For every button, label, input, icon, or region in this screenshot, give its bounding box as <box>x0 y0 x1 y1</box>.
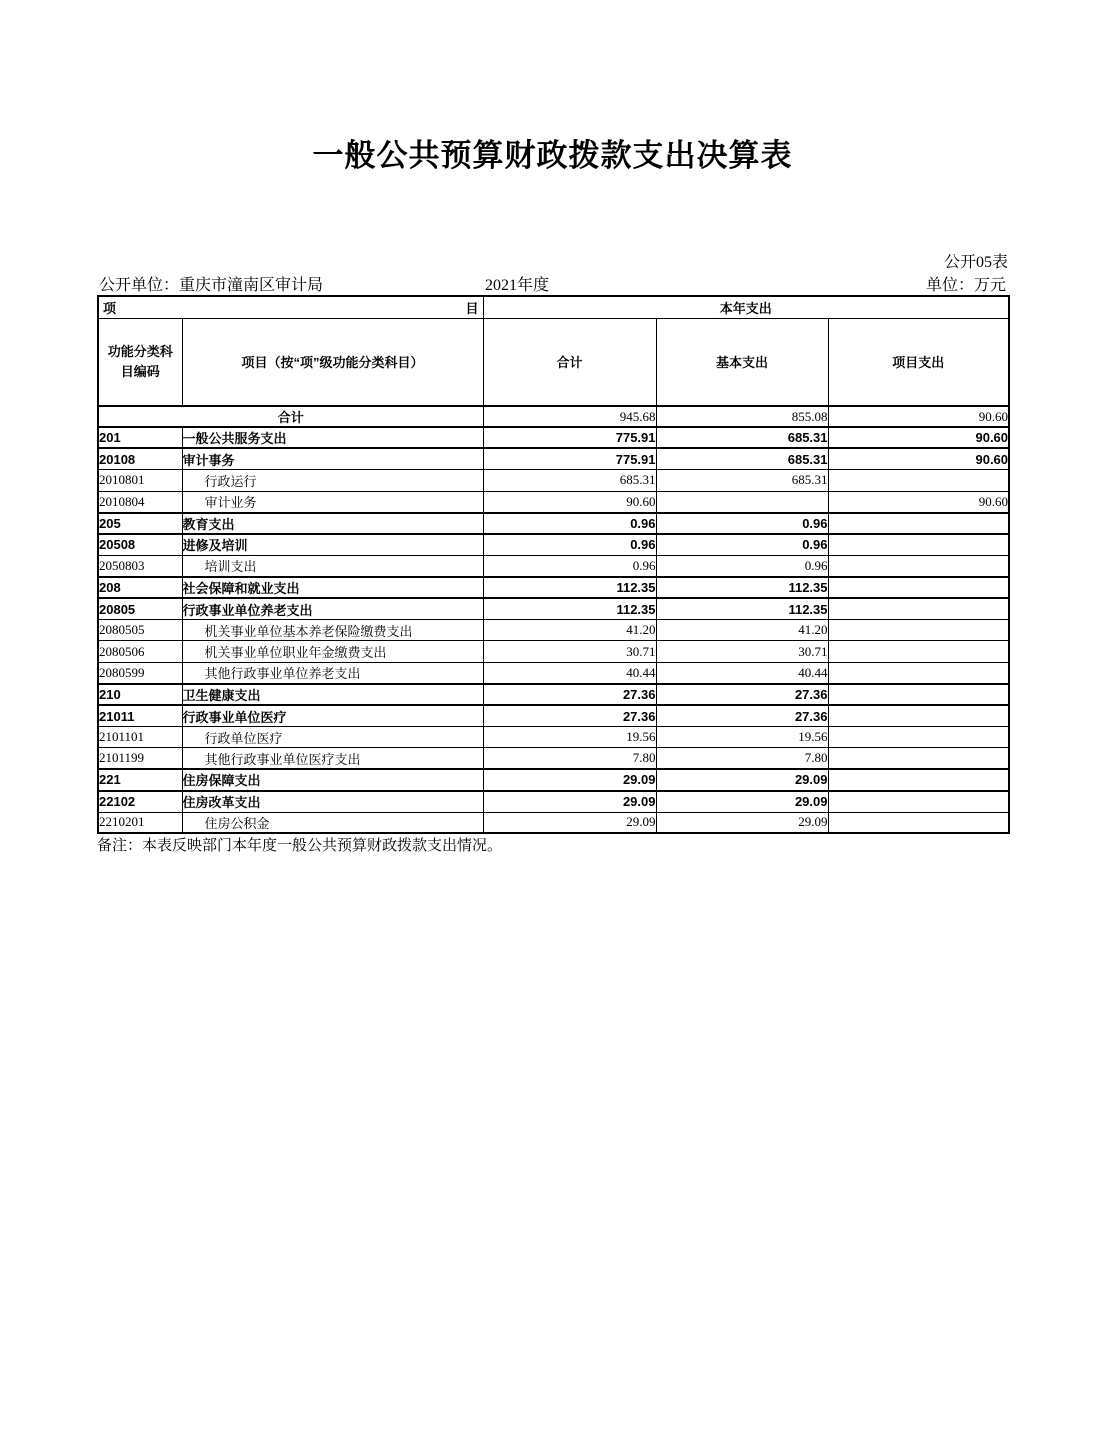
cell-total: 0.96 <box>483 555 656 576</box>
cell-name: 审计业务 <box>182 491 483 512</box>
cell-project <box>828 598 1009 619</box>
cell-name: 教育支出 <box>182 513 483 534</box>
cell-project: 90.60 <box>828 427 1009 448</box>
cell-name: 行政运行 <box>182 470 483 491</box>
cell-code: 2210201 <box>98 812 182 833</box>
cell-name: 行政事业单位养老支出 <box>182 598 483 619</box>
header-item-spread <box>99 298 483 317</box>
table-row <box>98 448 1009 469</box>
table-row <box>98 684 1009 705</box>
cell-total: 945.68 <box>483 406 656 427</box>
table-row <box>98 726 1009 747</box>
cell-total: 27.36 <box>483 684 656 705</box>
cell-total: 0.96 <box>483 534 656 555</box>
cell-code: 221 <box>98 769 182 790</box>
cell-basic: 685.31 <box>656 427 828 448</box>
table-row <box>98 598 1009 619</box>
cell-name: 住房公积金 <box>182 812 483 833</box>
cell-project <box>828 662 1009 683</box>
cell-name: 住房改革支出 <box>182 791 483 812</box>
table-row <box>98 748 1009 769</box>
header-row-group <box>98 296 1009 318</box>
header-item-right: 目 <box>465 300 479 316</box>
cell-name: 行政单位医疗 <box>182 726 483 747</box>
cell-name: 机关事业单位基本养老保险缴费支出 <box>182 620 483 641</box>
header-project-column: 项目（按“项”级功能分类科目） <box>182 318 483 406</box>
cell-name: 进修及培训 <box>182 534 483 555</box>
table-row <box>98 791 1009 812</box>
table-row <box>98 470 1009 491</box>
cell-project <box>828 769 1009 790</box>
cell-total: 775.91 <box>483 448 656 469</box>
cell-basic: 112.35 <box>656 577 828 598</box>
table-row <box>98 812 1009 833</box>
cell-total: 685.31 <box>483 470 656 491</box>
cell-basic: 29.09 <box>656 812 828 833</box>
cell-basic: 41.20 <box>656 620 828 641</box>
cell-total: 7.80 <box>483 748 656 769</box>
cell-code: 22102 <box>98 791 182 812</box>
table-row <box>98 662 1009 683</box>
cell-name: 卫生健康支出 <box>182 684 483 705</box>
cell-basic: 0.96 <box>656 513 828 534</box>
cell-project: 90.60 <box>828 448 1009 469</box>
cell-code: 21011 <box>98 705 182 726</box>
cell-name: 一般公共服务支出 <box>182 427 483 448</box>
cell-basic: 0.96 <box>656 534 828 555</box>
cell-code: 2080506 <box>98 641 182 662</box>
cell-code: 20108 <box>98 448 182 469</box>
cell-project <box>828 726 1009 747</box>
cell-basic: 29.09 <box>656 791 828 812</box>
cell-total-label: 合计 <box>98 406 483 427</box>
cell-code: 2101101 <box>98 726 182 747</box>
table-row <box>98 427 1009 448</box>
header-code-column <box>98 318 182 406</box>
cell-total: 40.44 <box>483 662 656 683</box>
cell-total: 0.96 <box>483 513 656 534</box>
cell-total: 29.09 <box>483 791 656 812</box>
cell-total: 112.35 <box>483 598 656 619</box>
header-item-left: 项 <box>103 300 117 316</box>
cell-basic: 7.80 <box>656 748 828 769</box>
table-row <box>98 705 1009 726</box>
cell-code: 2080505 <box>98 620 182 641</box>
cell-basic: 855.08 <box>656 406 828 427</box>
cell-name: 住房保障支出 <box>182 769 483 790</box>
table-code-label: 公开05表 <box>943 254 1008 271</box>
cell-code: 2050803 <box>98 555 182 576</box>
cell-basic: 112.35 <box>656 598 828 619</box>
cell-project <box>828 534 1009 555</box>
cell-name: 审计事务 <box>182 448 483 469</box>
cell-code: 205 <box>98 513 182 534</box>
cell-code: 2010801 <box>98 470 182 491</box>
cell-code: 20508 <box>98 534 182 555</box>
cell-total: 112.35 <box>483 577 656 598</box>
table-row <box>98 534 1009 555</box>
cell-total: 41.20 <box>483 620 656 641</box>
table-row <box>98 513 1009 534</box>
table-row <box>98 641 1009 662</box>
cell-project <box>828 812 1009 833</box>
table-row <box>98 555 1009 576</box>
cell-name: 其他行政事业单位医疗支出 <box>182 748 483 769</box>
cell-code: 2080599 <box>98 662 182 683</box>
cell-total: 19.56 <box>483 726 656 747</box>
cell-basic: 29.09 <box>656 769 828 790</box>
header-code-text: 功能分类科目编码 <box>107 344 173 379</box>
header-current-year-group: 本年支出 <box>483 296 1009 318</box>
cell-name: 社会保障和就业支出 <box>182 577 483 598</box>
table-row <box>98 620 1009 641</box>
cell-name: 行政事业单位医疗 <box>182 705 483 726</box>
cell-code: 208 <box>98 577 182 598</box>
cell-total: 90.60 <box>483 491 656 512</box>
cell-project <box>828 555 1009 576</box>
cell-project <box>828 513 1009 534</box>
cell-total: 27.36 <box>483 705 656 726</box>
cell-project <box>828 577 1009 598</box>
cell-project: 90.60 <box>828 406 1009 427</box>
table-body <box>98 406 1009 833</box>
cell-code: 201 <box>98 427 182 448</box>
header-row-columns <box>98 318 1009 406</box>
cell-project <box>828 641 1009 662</box>
header-project-exp-column: 项目支出 <box>828 318 1009 406</box>
cell-project <box>828 748 1009 769</box>
cell-basic <box>656 491 828 512</box>
cell-code: 210 <box>98 684 182 705</box>
cell-total: 29.09 <box>483 769 656 790</box>
footnote: 备注：本表反映部门本年度一般公共预算财政拨款支出情况。 <box>97 838 503 854</box>
cell-total: 29.09 <box>483 812 656 833</box>
publishing-unit-label: 公开单位：重庆市潼南区审计局 <box>99 277 324 294</box>
cell-code: 2010804 <box>98 491 182 512</box>
cell-project: 90.60 <box>828 491 1009 512</box>
table-row <box>98 577 1009 598</box>
expenditure-table <box>97 295 1010 834</box>
cell-name: 培训支出 <box>182 555 483 576</box>
cell-total: 30.71 <box>483 641 656 662</box>
cell-basic: 685.31 <box>656 448 828 469</box>
cell-basic: 0.96 <box>656 555 828 576</box>
cell-project <box>828 705 1009 726</box>
header-basic-column: 基本支出 <box>656 318 828 406</box>
table-row <box>98 491 1009 512</box>
cell-basic: 27.36 <box>656 705 828 726</box>
cell-project <box>828 684 1009 705</box>
cell-project <box>828 791 1009 812</box>
info-row <box>97 272 1008 294</box>
cell-basic: 19.56 <box>656 726 828 747</box>
cell-code: 20805 <box>98 598 182 619</box>
cell-total: 775.91 <box>483 427 656 448</box>
cell-project <box>828 620 1009 641</box>
cell-basic: 685.31 <box>656 470 828 491</box>
fiscal-year-label: 2021年度 <box>485 277 550 294</box>
table-row <box>98 769 1009 790</box>
page-title: 一般公共预算财政拨款支出决算表 <box>312 138 793 173</box>
cell-name: 其他行政事业单位养老支出 <box>182 662 483 683</box>
header-item-cell <box>98 296 483 318</box>
cell-project <box>828 470 1009 491</box>
cell-name: 机关事业单位职业年金缴费支出 <box>182 641 483 662</box>
header-total-column: 合计 <box>483 318 656 406</box>
cell-basic: 30.71 <box>656 641 828 662</box>
cell-basic: 27.36 <box>656 684 828 705</box>
table-row-total <box>98 406 1009 427</box>
unit-of-measure-label: 单位：万元 <box>925 277 1006 294</box>
cell-code: 2101199 <box>98 748 182 769</box>
cell-basic: 40.44 <box>656 662 828 683</box>
